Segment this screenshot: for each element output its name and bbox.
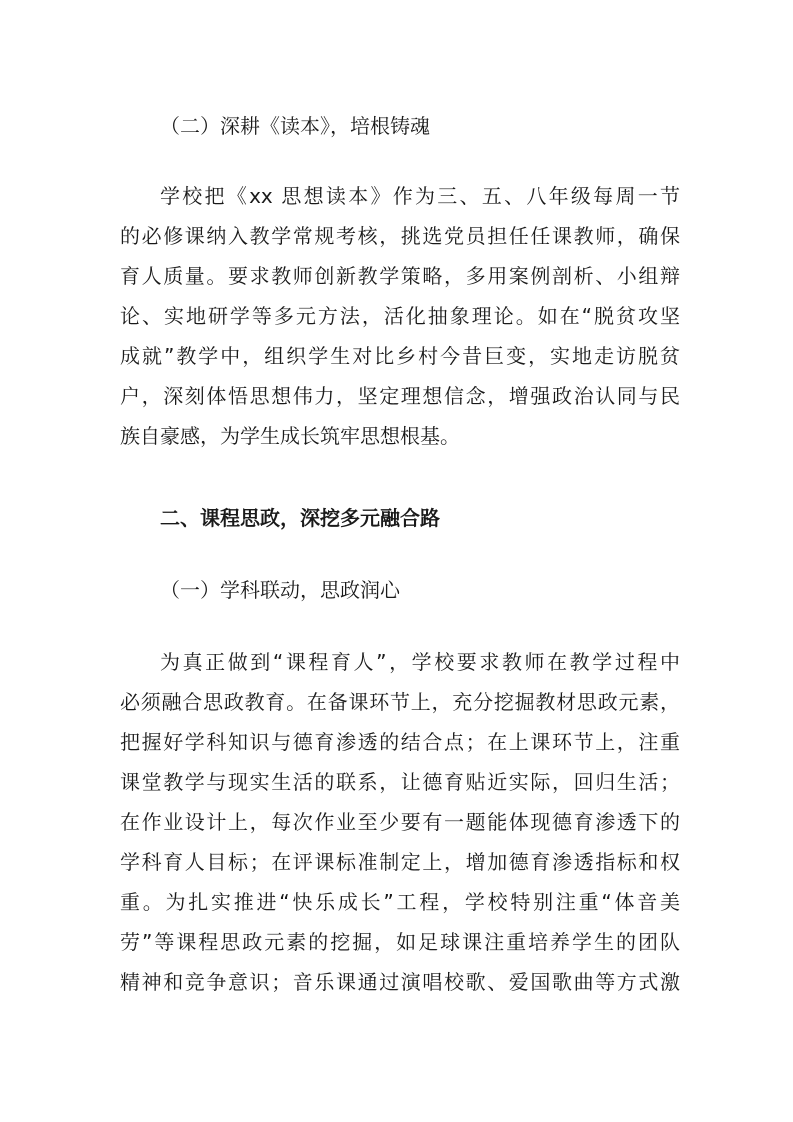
- section-heading-2-1: （一）学科联动，思政润心: [160, 578, 400, 602]
- paragraph-line: 把握好学科知识与德育渗透的结合点；在上课环节上，注重: [120, 730, 680, 754]
- paragraph-line: 户，深刻体悟思想伟力，坚定理想信念，增强政治认同与民: [120, 384, 680, 408]
- paragraph-line: 的必修课纳入教学常规考核，挑选党员担任任课教师，确保: [120, 224, 680, 248]
- paragraph-line: 必须融合思政教育。在备课环节上，充分挖掘教材思政元素，: [120, 690, 680, 714]
- paragraph-line: 重。为扎实推进“快乐成长”工程，学校特别注重“体音美: [120, 890, 680, 914]
- paragraph-line: 成就”教学中，组织学生对比乡村今昔巨变，实地走访脱贫: [120, 344, 680, 368]
- paragraph-line: 论、实地研学等多元方法，活化抽象理论。如在“脱贫攻坚: [120, 304, 680, 328]
- paragraph-1: [120, 176, 680, 456]
- paragraph-line: 为真正做到“课程育人”，学校要求教师在教学过程中: [160, 650, 680, 674]
- paragraph-line: 学科育人目标；在评课标准制定上，增加德育渗透指标和权: [120, 850, 680, 874]
- section-heading-1-2: （二）深耕《读本》，培根铸魂: [160, 114, 430, 138]
- paragraph-line: 在作业设计上，每次作业至少要有一题能体现德育渗透下的: [120, 810, 680, 834]
- paragraph-line: 育人质量。要求教师创新教学策略，多用案例剖析、小组辩: [120, 264, 680, 288]
- paragraph-line: 族自豪感，为学生成长筑牢思想根基。: [120, 424, 460, 448]
- section-heading-2: 二、课程思政，深挖多元融合路: [160, 506, 440, 530]
- paragraph-line: 学校把《xx 思想读本》作为三、五、八年级每周一节: [160, 184, 680, 208]
- paragraph-2: [120, 642, 680, 1002]
- paragraph-line: 劳”等课程思政元素的挖掘，如足球课注重培养学生的团队: [120, 930, 680, 954]
- paragraph-line: 精神和竞争意识；音乐课通过演唱校歌、爱国歌曲等方式激: [120, 970, 680, 994]
- paragraph-line: 课堂教学与现实生活的联系，让德育贴近实际，回归生活；: [120, 770, 680, 794]
